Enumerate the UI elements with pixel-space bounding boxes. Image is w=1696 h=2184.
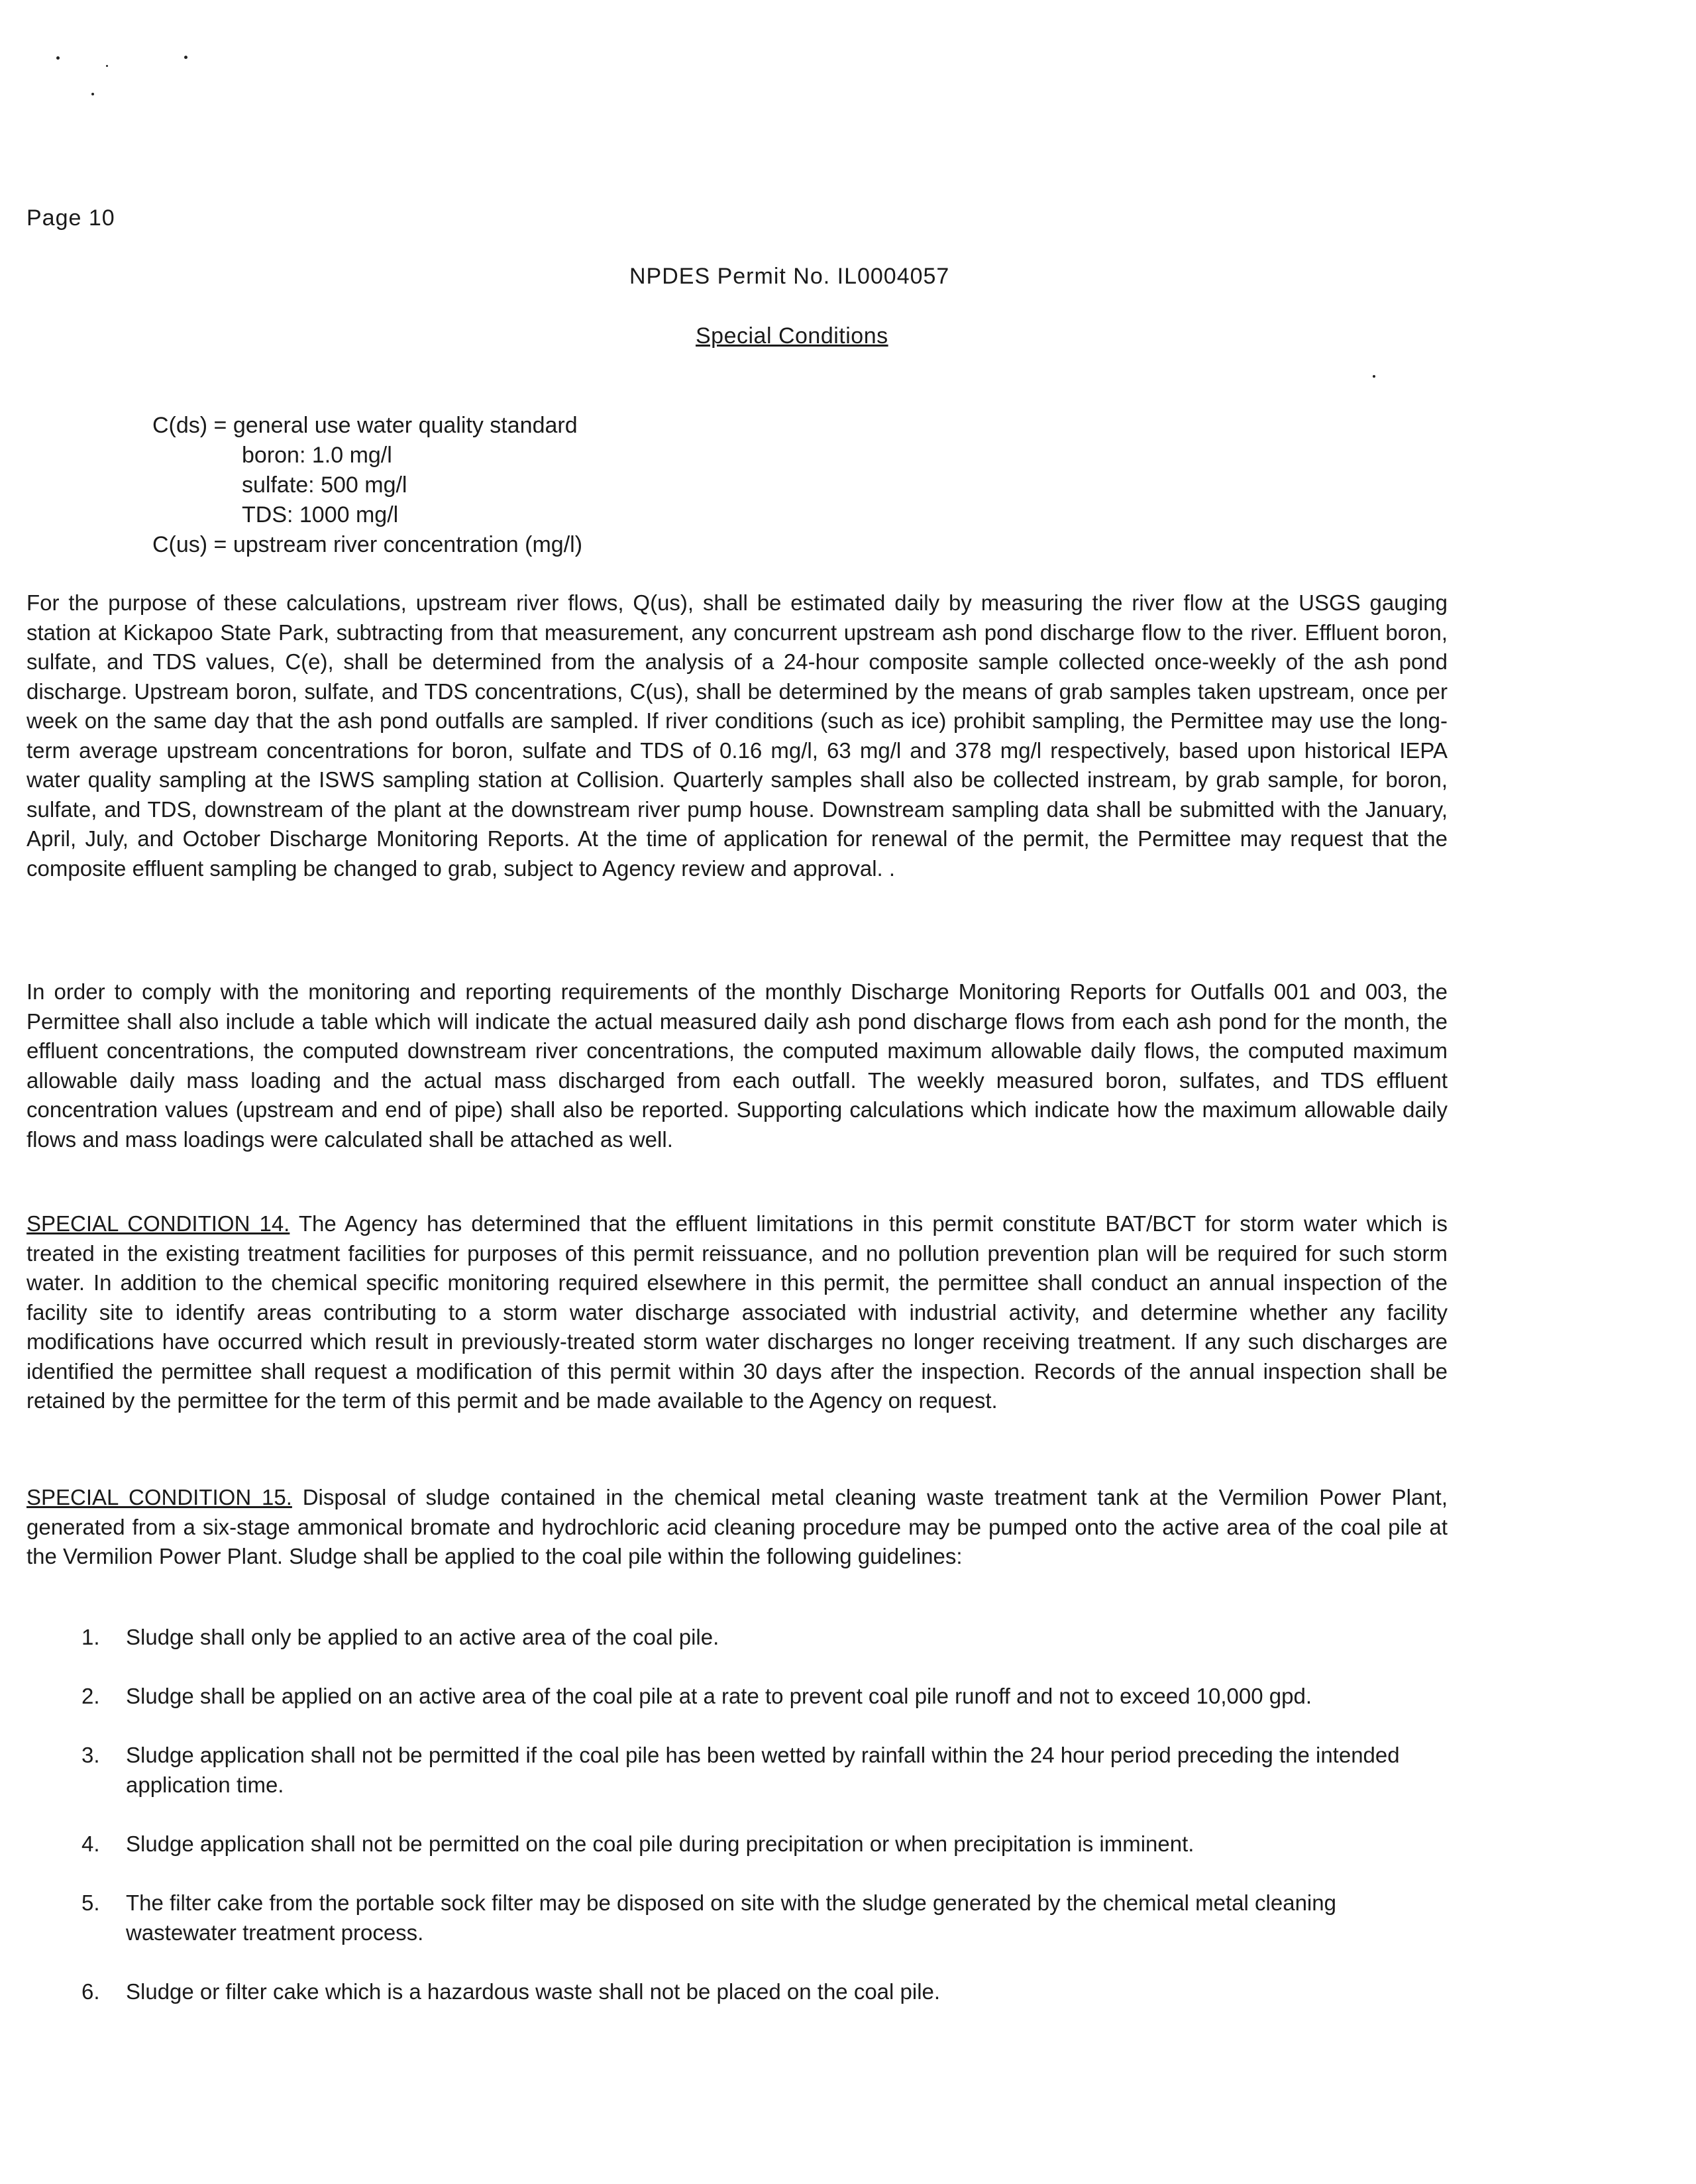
list-item-text: Sludge application shall not be permitted on the coal pile during precipitation or when precipitation is imminent. (126, 1831, 1194, 1856)
definition-tds: TDS: 1000 mg/l (242, 502, 399, 527)
special-condition-15 (26, 1483, 1448, 1572)
calculation-paragraph: For the purpose of these calculations, upstream river flows, Q(us), shall be estimated daily by measuring the river flow at the USGS gauging station at Kickapoo State Park, subtracting from that measurement, any concurrent upstream ash pond discharge flow to the river. Effluent boron, sulfate, and TDS values, C(e), shall be determined from the analysis of a 24-hour composite sample collected once-weekly of the ash pond discharge. Upstream boron, sulfate, and TDS concentrations, C(us), shall be determined by the means of grab samples taken upstream, once per week on the same day that the ash pond outfalls are sampled. If river conditions (such as ice) prohibit sampling, the Permittee may use the long-term average upstream concentrations for boron, sulfate and TDS of 0.16 mg/l, 63 mg/l and 378 mg/l respectively, based upon historical IEPA water quality sampling at the ISWS sampling station at Collision. Quarterly samples shall also be collected instream, by grab sample, for boron, sulfate, and TDS, downstream of the plant at the downstream river pump house. Downstream sampling data shall be submitted with the January, April, July, and October Discharge Monitoring Reports. At the time of application for renewal of the permit, the Permittee may request that the composite effluent sampling be changed to grab, subject to Agency review and approval. . (26, 590, 1448, 881)
list-item-number: 5. (81, 1890, 100, 1915)
scan-speck (184, 56, 187, 59)
list-item-number: 2. (81, 1684, 100, 1708)
list-item-text: Sludge shall be applied on an active area of the coal pile at a rate to prevent coal pile runoff and not to exceed 10,000 gpd. (126, 1684, 1312, 1708)
list-item (76, 1888, 1448, 1947)
scan-speck (91, 93, 94, 95)
list-item-text: Sludge shall only be applied to an active area of the coal pile. (126, 1625, 719, 1649)
list-item (76, 1622, 1448, 1652)
scan-speck (1373, 375, 1375, 378)
condition-15-heading: SPECIAL CONDITION 15. (26, 1485, 292, 1509)
condition-15-body: Disposal of sludge contained in the chemical metal cleaning waste treatment tank at the Vermilion Power Plant, generated from a six-stage ammonical bromate and hydrochloric acid cleaning procedure may be pumped onto the active area of the coal pile at the Vermilion Power Plant. Sludge shall be applied to the coal pile within the following guidelines: (26, 1485, 1448, 1568)
list-item (76, 1977, 1448, 2006)
scan-speck (106, 65, 108, 67)
monitoring-paragraph: In order to comply with the monitoring and reporting requirements of the monthly Discharge Monitoring Reports for Outfalls 001 and 003, the Permittee shall also include a table which will indicate the actual measured daily ash pond discharge flows from each ash pond for the month, the effluent concentrations, the computed downstream river concentrations, the computed maximum allowable daily flows, the computed maximum allowable daily mass loading and the actual mass discharged from each outfall. The weekly measured boron, sulfates, and TDS effluent concentration values (upstream and end of pipe) shall also be reported. Supporting calculations which indicate how the maximum allowable daily flows and mass loadings were calculated shall be attached as well. (26, 979, 1448, 1152)
condition-14-body: The Agency has determined that the effluent limitations in this permit constitute BAT/BCT for storm water which is treated in the existing treatment facilities for purposes of this permit reissuance, and no pollution prevention plan will be required for such storm water. In addition to the chemical specific monitoring required elsewhere in this permit, the permittee shall conduct an annual inspection of the facility site to identify areas contributing to a storm water discharge associated with industrial activity, and determine whether any facility modifications have occurred which result in previously-treated storm water discharges no longer receiving treatment. If any such discharges are identified the permittee shall request a modification of this permit within 30 days after the inspection. Records of the annual inspection shall be retained by the permittee for the term of this permit and be made available to the Agency on request. (26, 1211, 1448, 1413)
definitions-block (152, 411, 582, 560)
list-item-number: 1. (81, 1625, 100, 1649)
section-title: Special Conditions (696, 323, 888, 349)
condition-14-heading: SPECIAL CONDITION 14. (26, 1211, 290, 1236)
definition-cds: C(ds) = general use water quality standard (152, 413, 578, 438)
list-item (76, 1681, 1448, 1711)
scan-speck (56, 56, 60, 60)
list-item (76, 1829, 1448, 1859)
list-item-text: Sludge or filter cake which is a hazardous waste shall not be placed on the coal pile. (126, 1979, 941, 2004)
list-item-number: 4. (81, 1831, 100, 1856)
page-number: Page 10 (26, 205, 115, 231)
list-item-number: 3. (81, 1743, 100, 1767)
list-item (76, 1740, 1448, 1800)
list-item-text: Sludge application shall not be permitted if the coal pile has been wetted by rainfall within the 24 hour period preceding the intended application time. (126, 1743, 1400, 1797)
definition-boron: boron: 1.0 mg/l (242, 443, 392, 468)
permit-number: NPDES Permit No. IL0004057 (629, 264, 950, 289)
list-item-number: 6. (81, 1979, 100, 2004)
special-condition-14 (26, 1209, 1448, 1416)
list-item-text: The filter cake from the portable sock filter may be disposed on site with the sludge generated by the chemical metal cleaning wastewater treatment process. (126, 1890, 1336, 1945)
definition-cus: C(us) = upstream river concentration (mg/l) (152, 532, 583, 557)
definition-sulfate: sulfate: 500 mg/l (242, 472, 407, 498)
guidelines-list (76, 1622, 1448, 2036)
